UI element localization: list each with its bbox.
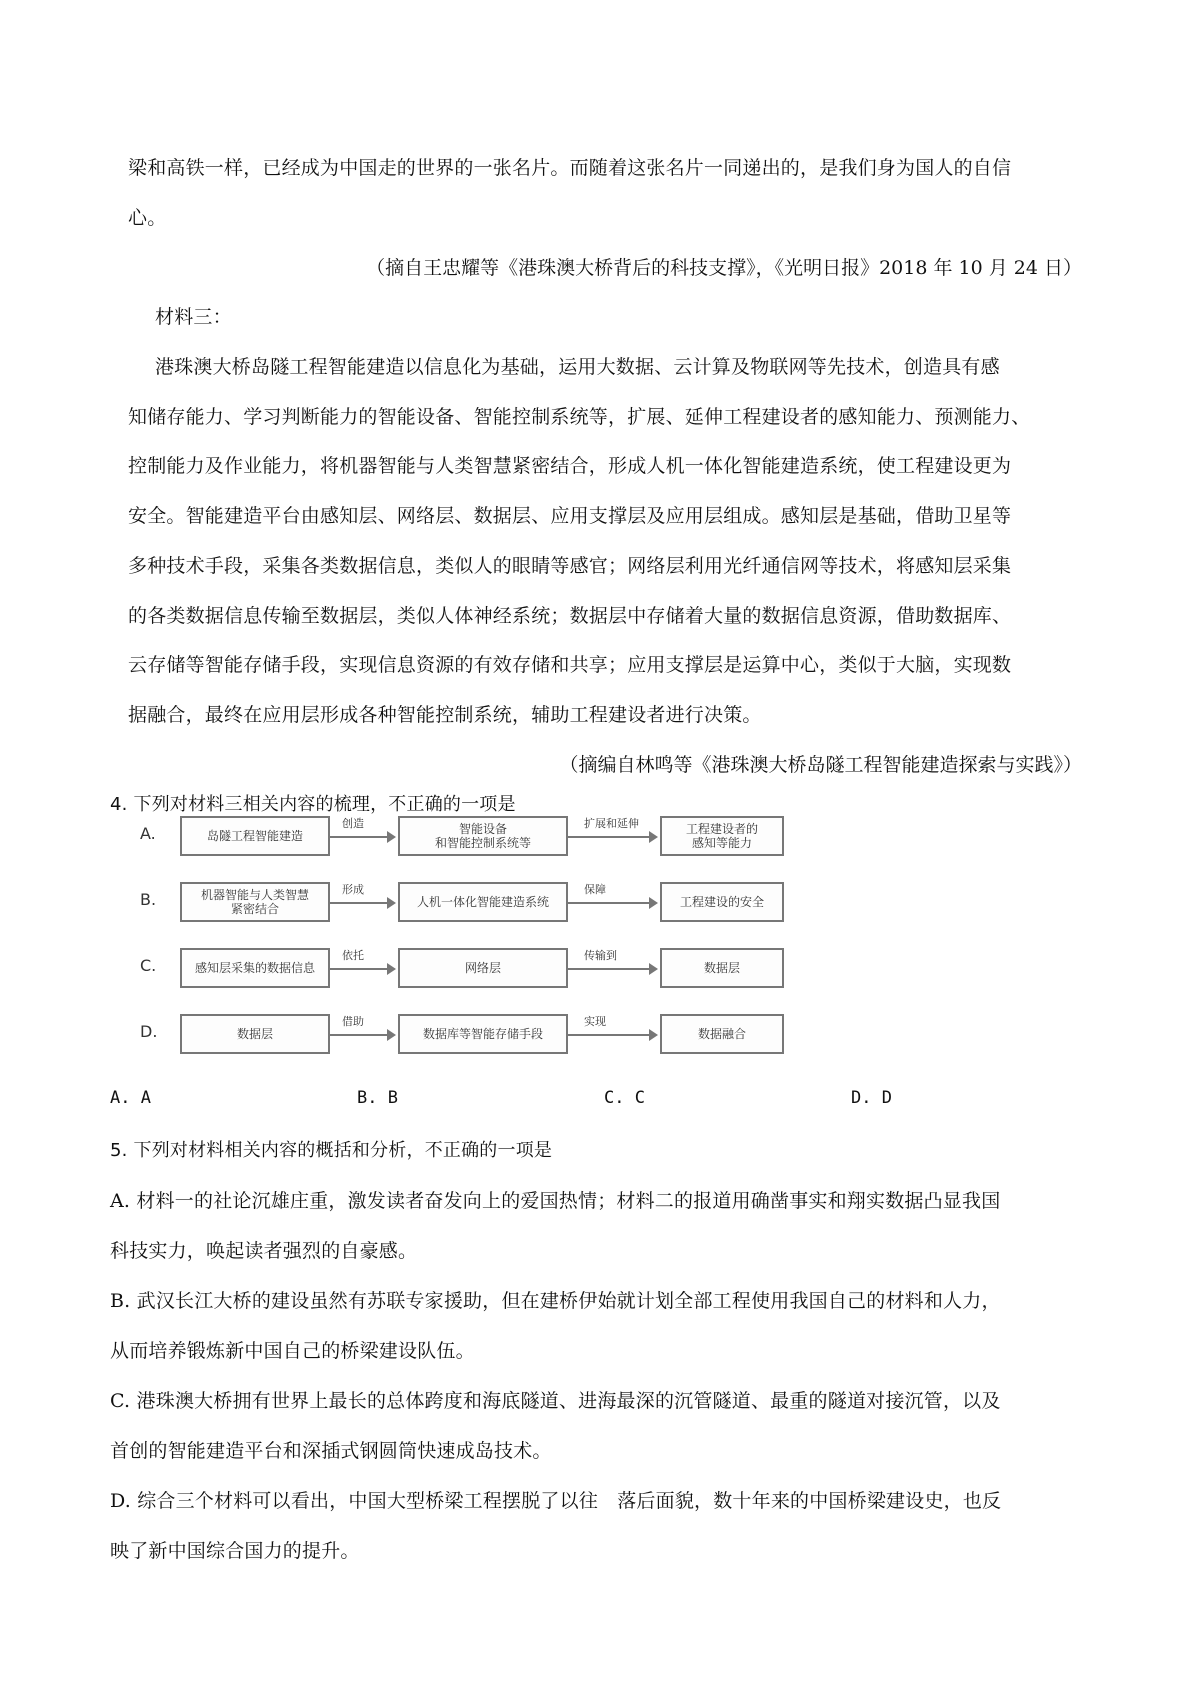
diagram-box: 智能设备 和智能控制系统等 xyxy=(398,816,568,856)
arrow-label: 实现 xyxy=(584,1015,606,1028)
passage-line: 心。 xyxy=(128,207,167,229)
arrow-icon xyxy=(568,968,656,970)
option-c[interactable]: C. C xyxy=(604,1088,645,1108)
row-label: A. xyxy=(140,824,156,843)
diagram-row-d xyxy=(140,1010,790,1058)
material-line: 知储存能力、学习判断能力的智能设备、智能控制系统等，扩展、延伸工程建设者的感知能力、预测能力、 xyxy=(128,406,1031,428)
diagram-box: 数据层 xyxy=(180,1014,330,1054)
arrow-label: 传输到 xyxy=(584,949,617,962)
material-line: 安全。智能建造平台由感知层、网络层、数据层、应用支撑层及应用层组成。感知层是基础，借助卫星等 xyxy=(128,505,1012,527)
diagram-box: 机器智能与人类智慧 紧密结合 xyxy=(180,882,330,922)
diagram-row-b xyxy=(140,878,790,926)
arrow-label: 保障 xyxy=(584,883,606,896)
diagram-box: 数据库等智能存储手段 xyxy=(398,1014,568,1054)
source-citation: （摘自王忠耀等《港珠澳大桥背后的科技支撑》，《光明日报》2018 年 10 月 24 日） xyxy=(366,257,1082,279)
arrow-icon xyxy=(330,836,394,838)
arrow-icon xyxy=(330,902,394,904)
q5-line: 科技实力，唤起读者强烈的自豪感。 xyxy=(110,1240,418,1262)
arrow-icon xyxy=(568,1034,656,1036)
material-line: 控制能力及作业能力，将机器智能与人类智慧紧密结合，形成人机一体化智能建造系统，使工程建设更为 xyxy=(128,455,1012,477)
diagram-box: 人机一体化智能建造系统 xyxy=(398,882,568,922)
material-label: 材料三： xyxy=(155,306,232,328)
diagram-row-a xyxy=(140,812,790,860)
arrow-label: 形成 xyxy=(342,883,364,896)
row-label: B. xyxy=(140,890,157,909)
arrow-icon xyxy=(568,902,656,904)
option-a[interactable]: A. A xyxy=(110,1088,151,1108)
material-line: 的各类数据信息传输至数据层，类似人体神经系统；数据层中存储着大量的数据信息资源，借助数据库、 xyxy=(128,605,1012,627)
q5-line: 从而培养锻炼新中国自己的桥梁建设队伍。 xyxy=(110,1340,475,1362)
diagram-box: 工程建设的安全 xyxy=(660,882,784,922)
arrow-label: 扩展和延伸 xyxy=(584,817,639,830)
question-4-stem: 4. 下列对材料三相关内容的梳理，不正确的一项是 xyxy=(110,794,516,815)
q5-line: D. 综合三个材料可以看出，中国大型桥梁工程摆脱了以往 落后面貌，数十年来的中国桥梁建设史，也反 xyxy=(110,1490,1002,1512)
arrow-icon xyxy=(568,836,656,838)
diagram-row-c xyxy=(140,944,790,992)
diagram-box: 网络层 xyxy=(398,948,568,988)
material-line: 云存储等智能存储手段，实现信息资源的有效存储和共享；应用支撑层是运算中心，类似于大脑，实现数 xyxy=(128,654,1012,676)
arrow-icon xyxy=(330,1034,394,1036)
flow-diagram xyxy=(140,812,790,1064)
option-d[interactable]: D. D xyxy=(851,1088,892,1108)
row-label: C. xyxy=(140,956,157,975)
source-citation: （摘编自林鸣等《港珠澳大桥岛隧工程智能建造探索与实践》） xyxy=(559,754,1082,776)
row-label: D. xyxy=(140,1022,158,1041)
material-line: 据融合，最终在应用层形成各种智能控制系统，辅助工程建设者进行决策。 xyxy=(128,704,762,726)
diagram-box: 数据融合 xyxy=(660,1014,784,1054)
arrow-label: 创造 xyxy=(342,817,364,830)
arrow-label: 借助 xyxy=(342,1015,364,1028)
q5-line: A. 材料一的社论沉雄庄重，激发读者奋发向上的爱国热情；材料二的报道用确凿事实和翔实数据凸显我国 xyxy=(110,1190,1001,1212)
arrow-label: 依托 xyxy=(342,949,364,962)
arrow-icon xyxy=(330,968,394,970)
diagram-box: 数据层 xyxy=(660,948,784,988)
diagram-box: 岛隧工程智能建造 xyxy=(180,816,330,856)
diagram-box: 感知层采集的数据信息 xyxy=(180,948,330,988)
material-line: 港珠澳大桥岛隧工程智能建造以信息化为基础，运用大数据、云计算及物联网等先技术，创造具有感 xyxy=(155,356,1000,378)
q5-line: 映了新中国综合国力的提升。 xyxy=(110,1540,360,1562)
q5-line: C. 港珠澳大桥拥有世界上最长的总体跨度和海底隧道、进海最深的沉管隧道、最重的隧道对接沉管，以及 xyxy=(110,1390,1001,1412)
material-line: 多种技术手段，采集各类数据信息，类似人的眼睛等感官；网络层利用光纤通信网等技术，将感知层采集 xyxy=(128,555,1012,577)
option-b[interactable]: B. B xyxy=(357,1088,398,1108)
passage-line: 梁和高铁一样，已经成为中国走的世界的一张名片。而随着这张名片一同递出的，是我们身为国人的自信 xyxy=(128,157,1012,179)
diagram-box: 工程建设者的 感知等能力 xyxy=(660,816,784,856)
q5-line: 首创的智能建造平台和深插式钢圆筒快速成岛技术。 xyxy=(110,1440,552,1462)
q5-line: B. 武汉长江大桥的建设虽然有苏联专家援助，但在建桥伊始就计划全部工程使用我国自己的材料和人力， xyxy=(110,1290,1001,1312)
question-5-stem: 5. 下列对材料相关内容的概括和分析，不正确的一项是 xyxy=(110,1140,553,1161)
